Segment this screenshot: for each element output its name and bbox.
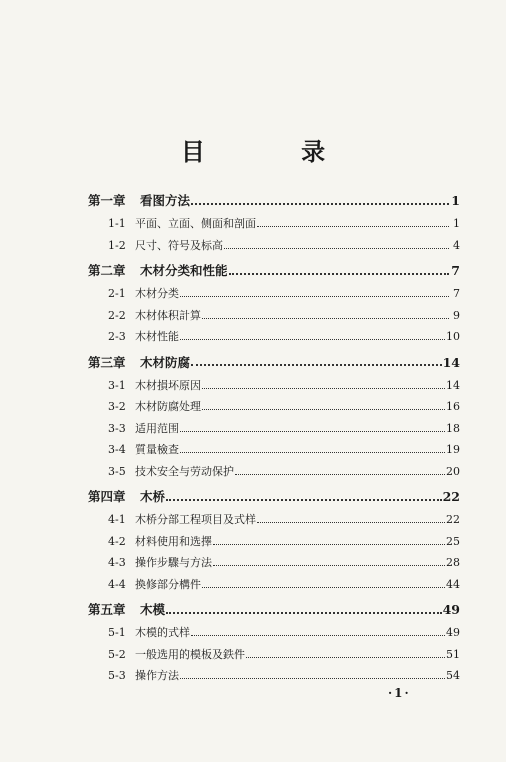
chapter-title: 木材分类和性能: [140, 263, 228, 278]
section-title: 操作方法: [135, 669, 179, 682]
toc-section-entry: [88, 396, 460, 418]
entry-page-number: 18: [446, 421, 460, 435]
entry-page-number: 49: [446, 626, 460, 639]
section-number: 1-1: [108, 217, 126, 230]
section-title: 一般选用的模板及鉄件: [135, 647, 245, 661]
toc-chapter-entry: [88, 484, 460, 509]
toc-chapter-entry: [88, 350, 460, 375]
toc-section-entry: [88, 283, 460, 305]
entry-page-number: 7: [453, 287, 460, 300]
dot-leader: [224, 242, 449, 249]
entry-page-number: 20: [446, 464, 460, 478]
dot-leader: [180, 290, 449, 297]
chapter-number: 第二章: [88, 263, 126, 278]
dot-leader: [235, 468, 445, 475]
section-title: 木材防腐处理: [135, 400, 201, 413]
chapter-number: 第一章: [88, 193, 126, 208]
toc-section-entry: [88, 622, 460, 644]
toc-section-entry: [88, 644, 460, 666]
dot-leader: [180, 446, 445, 453]
section-title: 尺寸、符号及标高: [135, 238, 223, 252]
dot-leader: [202, 581, 445, 588]
entry-page-number: 7: [451, 263, 460, 278]
section-number: 4-2: [108, 534, 126, 548]
entry-page-number: 14: [446, 378, 460, 392]
section-title: 适用范围: [135, 421, 179, 435]
entry-page-number: 14: [442, 354, 460, 370]
section-number: 2-3: [108, 330, 126, 343]
entry-page-number: 10: [446, 330, 460, 343]
section-number: 4-4: [108, 577, 126, 591]
section-number: 3-5: [108, 464, 126, 478]
toc-chapter-entry: [88, 188, 460, 213]
entry-page-number: 9: [453, 308, 460, 322]
entry-page-number: 54: [446, 669, 460, 682]
entry-page-number: 16: [446, 400, 460, 413]
toc-section-entry: [88, 574, 460, 596]
entry-page-number: 51: [446, 647, 460, 661]
entry-page-number: 22: [446, 513, 460, 526]
section-title: 木材損坏原因: [135, 378, 201, 392]
toc-section-entry: [88, 375, 460, 397]
section-title: 材料使用和选擇: [135, 534, 212, 548]
section-title: 技术安全与劳动保护: [135, 464, 234, 478]
entry-page-number: 4: [453, 238, 460, 252]
dot-leader: [191, 197, 449, 205]
toc-section-entry: [88, 509, 460, 531]
chapter-number: 第三章: [88, 354, 126, 370]
section-number: 5-3: [108, 669, 126, 682]
section-number: 4-3: [108, 556, 126, 569]
toc-section-entry: [88, 418, 460, 440]
chapter-number: 第五章: [88, 602, 126, 617]
entry-page-number: 44: [446, 577, 460, 591]
section-number: 5-2: [108, 647, 126, 661]
dot-leader: [180, 672, 445, 679]
chapter-title: 木桥: [140, 489, 166, 504]
page-title: 目 录: [180, 137, 370, 166]
toc-section-entry: [88, 531, 460, 553]
dot-leader: [202, 312, 449, 319]
entry-page-number: 1: [451, 193, 460, 208]
toc-chapter-entry: [88, 258, 460, 283]
toc-section-entry: [88, 439, 460, 461]
table-of-contents: [88, 188, 460, 687]
section-number: 1-2: [108, 238, 126, 252]
dot-leader: [202, 382, 445, 389]
section-title: 換修部分構件: [135, 577, 201, 591]
section-number: 5-1: [108, 626, 126, 639]
section-title: 操作步驟与方法: [135, 556, 212, 569]
dot-leader: [191, 629, 445, 636]
section-title: 木材体积計算: [135, 308, 201, 322]
toc-section-entry: [88, 305, 460, 327]
section-number: 2-2: [108, 308, 126, 322]
section-title: 木模的式样: [135, 626, 190, 639]
entry-page-number: 25: [446, 534, 460, 548]
toc-section-entry: [88, 235, 460, 257]
dot-leader: [180, 425, 445, 432]
dot-leader: [229, 267, 449, 275]
section-title: 木材性能: [135, 330, 179, 343]
entry-page-number: 22: [442, 489, 460, 504]
section-title: 木材分类: [135, 287, 179, 300]
dot-leader: [213, 538, 445, 545]
page-number-footer: ·1·: [388, 686, 411, 700]
dot-leader: [257, 220, 449, 227]
dot-leader: [246, 651, 445, 658]
section-number: 2-1: [108, 287, 126, 300]
section-number: 3-2: [108, 400, 126, 413]
dot-leader: [180, 333, 445, 340]
chapter-number: 第四章: [88, 489, 126, 504]
toc-section-entry: [88, 665, 460, 687]
section-title: 平面、立面、侧面和剖面: [135, 217, 256, 230]
toc-section-entry: [88, 461, 460, 483]
dot-leader: [166, 493, 442, 501]
entry-page-number: 49: [442, 602, 460, 617]
entry-page-number: 19: [446, 443, 460, 456]
dot-leader: [166, 606, 442, 614]
chapter-title: 木模: [140, 602, 166, 617]
entry-page-number: 1: [453, 217, 460, 230]
section-number: 4-1: [108, 513, 126, 526]
chapter-title: 看图方法: [140, 193, 191, 208]
toc-section-entry: [88, 326, 460, 348]
dot-leader: [257, 516, 445, 523]
section-title: 質量檢查: [135, 443, 179, 456]
toc-chapter-entry: [88, 597, 460, 622]
toc-section-entry: [88, 213, 460, 235]
chapter-title: 木材防腐: [140, 354, 191, 370]
section-number: 3-4: [108, 443, 126, 456]
section-number: 3-3: [108, 421, 126, 435]
toc-section-entry: [88, 552, 460, 574]
dot-leader: [202, 403, 445, 410]
section-title: 木桥分部工程项目及式样: [135, 513, 256, 526]
entry-page-number: 28: [446, 556, 460, 569]
section-number: 3-1: [108, 378, 126, 392]
dot-leader: [213, 559, 445, 566]
dot-leader: [191, 358, 442, 366]
